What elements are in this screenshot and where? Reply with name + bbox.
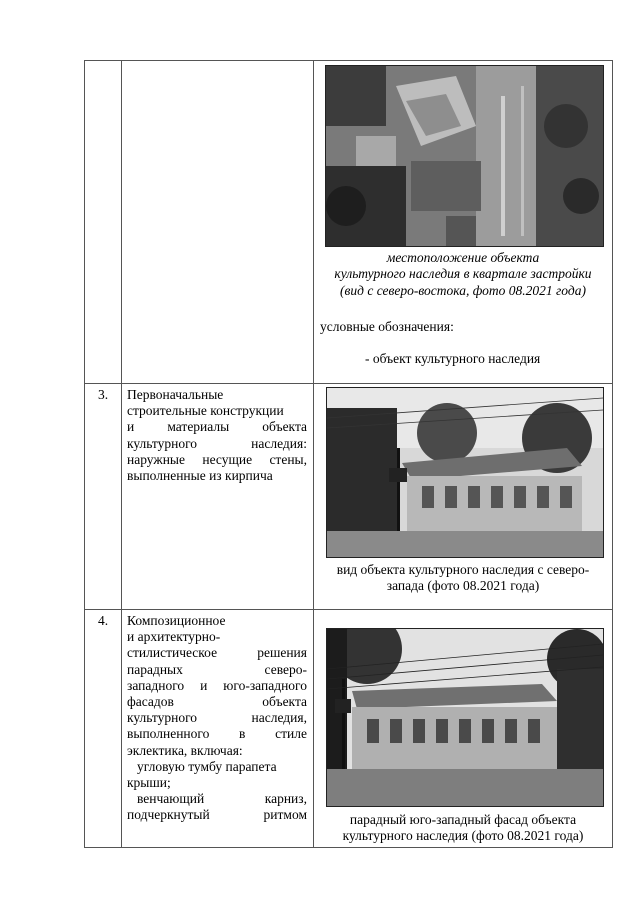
description-line: фасадов объекта xyxy=(127,694,307,710)
caption-line: парадный юго-западный фасад объекта xyxy=(349,812,577,827)
table-border-right xyxy=(612,60,613,848)
description-line: Первоначальные xyxy=(127,387,224,402)
aerial-location-photo xyxy=(325,65,604,247)
description-line: Композиционное xyxy=(127,613,226,628)
description-line: парадных северо- xyxy=(127,661,307,677)
caption-line: вид объекта культурного наследия с северо- xyxy=(336,562,590,577)
description-line: подчеркнутый ритмом xyxy=(127,807,307,823)
northwest-view-photo xyxy=(326,387,604,558)
description-line: строительные конструкции xyxy=(127,403,284,419)
description-line: венчающий карниз, xyxy=(137,791,307,807)
description-line: наружные несущие стены, xyxy=(127,451,307,467)
table-column-divider-2 xyxy=(313,60,314,848)
description-line: крыши; xyxy=(127,775,171,791)
table-border-left xyxy=(84,60,85,848)
caption-line: культурного наследия в квартале застройки xyxy=(334,266,592,282)
southwest-facade-photo xyxy=(326,628,604,807)
table-column-divider-1 xyxy=(121,60,122,848)
caption-line: культурного наследия (фото 08.2021 года) xyxy=(342,828,584,844)
row-number: 4. xyxy=(97,613,109,628)
table-row-divider-1 xyxy=(84,383,613,384)
description-line: выполненные из кирпича xyxy=(127,468,273,484)
description-line: угловую тумбу парапета xyxy=(137,758,277,774)
description-line: западного и юго-западного xyxy=(127,677,307,693)
row1-photo-caption xyxy=(318,250,608,299)
table-border-bottom xyxy=(84,847,613,848)
description-line: эклектика, включая: xyxy=(127,742,243,758)
caption-line: запада (фото 08.2021 года) xyxy=(386,578,540,594)
row3-description xyxy=(127,387,307,484)
table-row-divider-2 xyxy=(84,609,613,610)
table-border-top xyxy=(84,60,613,61)
description-line: культурного наследия: xyxy=(127,435,307,451)
description-line: выполненного в стиле xyxy=(127,726,307,742)
description-line: стилистическое решения xyxy=(127,645,307,661)
legend-title: условные обозначения: xyxy=(320,319,454,334)
row4-photo-caption xyxy=(318,812,608,845)
description-line: и архитектурно- xyxy=(127,629,221,645)
caption-line: (вид с северо-востока, фото 08.2021 года) xyxy=(340,282,586,298)
description-line: и материалы объекта xyxy=(127,419,307,435)
row4-description xyxy=(127,613,307,824)
caption-line: местоположение объекта xyxy=(386,250,540,265)
legend-item: - объект культурного наследия xyxy=(365,351,541,366)
description-line: культурного наследия, xyxy=(127,710,307,726)
row-number: 3. xyxy=(97,387,109,402)
row3-photo-caption xyxy=(318,562,608,595)
